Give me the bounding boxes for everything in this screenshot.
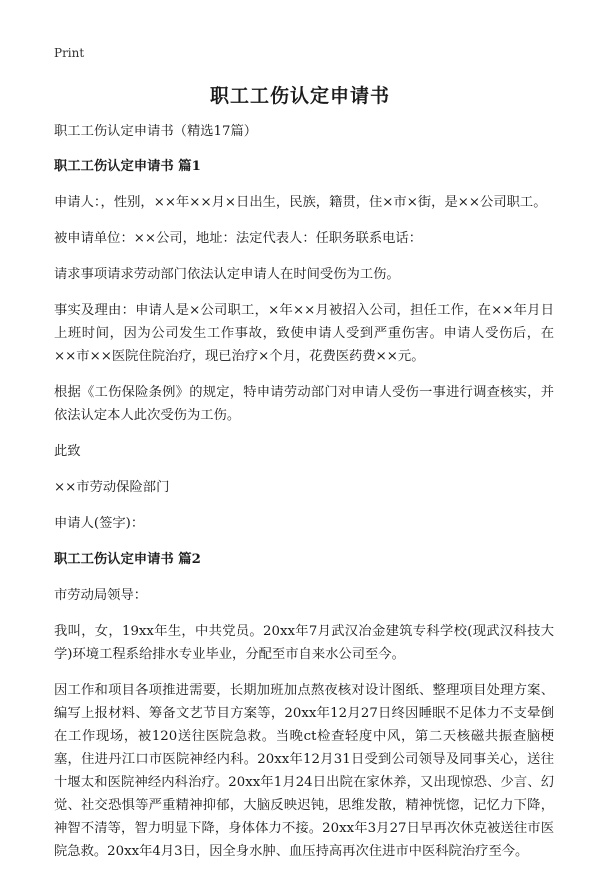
document-subtitle: 职工工伤认定申请书（精选17篇）: [54, 124, 258, 139]
request-items: 请求事项请求劳动部门依法认定申请人在时间受伤为工伤。: [54, 267, 400, 282]
personal-background: 我叫，女，19xx年生，中共党员。20xx年7月武汉冶金建筑专科学校(现武汉科技大学)环境工程系给排水专业毕业，分配至市自来水公司至今。: [54, 624, 554, 662]
letter-greeting: 市劳动局领导：: [54, 588, 148, 603]
facts-and-reasons: 事实及理由：申请人是×公司职工，×年××月被招入公司，担任工作，在××年月日上班时间，因为公司发生工作事故，致使申请人受到严重伤害。申请人受伤后，在××市××医院住院治疗，现已治疗×个月，花费医药费××元。: [54, 303, 554, 364]
section-heading-2: 职工工伤认定申请书 篇2: [54, 552, 201, 567]
document-body: [54, 120, 554, 876]
applicant-info: 申请人：，性别，××年××月×日出生，民族，籍贯，住×市×街，是××公司职工。: [54, 195, 547, 210]
print-link[interactable]: Print: [54, 46, 85, 60]
incident-description: 因工作和项目各项推进需要，长期加班加点熬夜核对设计图纸、整理项目处理方案、编写上报材料、筹备文艺节目方案等，20xx年12月27日终因睡眠不足体力不支晕倒在工作现场，被120送往医院急救。当晚ct检查轻度中风，第二天核磁共振查脑梗塞，住进丹江口市医院神经内科。20xx年12月31日受到公司领导及同事关心，送往十堰太和医院神经内科治疗。20xx年1月24日出院在家休养，又出现惊恐、少言、幻觉、社交恐惧等严重精神抑郁，大脑反映迟钝，思维发散，精神恍惚，记忆力下降，神智不清等，智力明显下降，身体体力不接。20xx年3月27日早再次休克被送往市医院急救。20xx年4月3日，因全身水肿、血压持高再次住进市中医科院治疗至今。: [54, 683, 554, 859]
salutation: 此致: [54, 444, 81, 459]
recipient: ××市劳动保险部门: [54, 480, 170, 495]
section-heading-1: 职工工伤认定申请书 篇1: [54, 159, 201, 174]
legal-basis: 根据《工伤保险条例》的规定，特申请劳动部门对申请人受伤一事进行调查核实，并依法认定本人此次受伤为工伤。: [54, 385, 554, 423]
page-title: 职工工伤认定申请书: [209, 85, 390, 107]
signature-line: 申请人(签字)：: [54, 516, 145, 531]
respondent-info: 被申请单位：××公司，地址：法定代表人：任职务联系电话：: [54, 231, 423, 246]
